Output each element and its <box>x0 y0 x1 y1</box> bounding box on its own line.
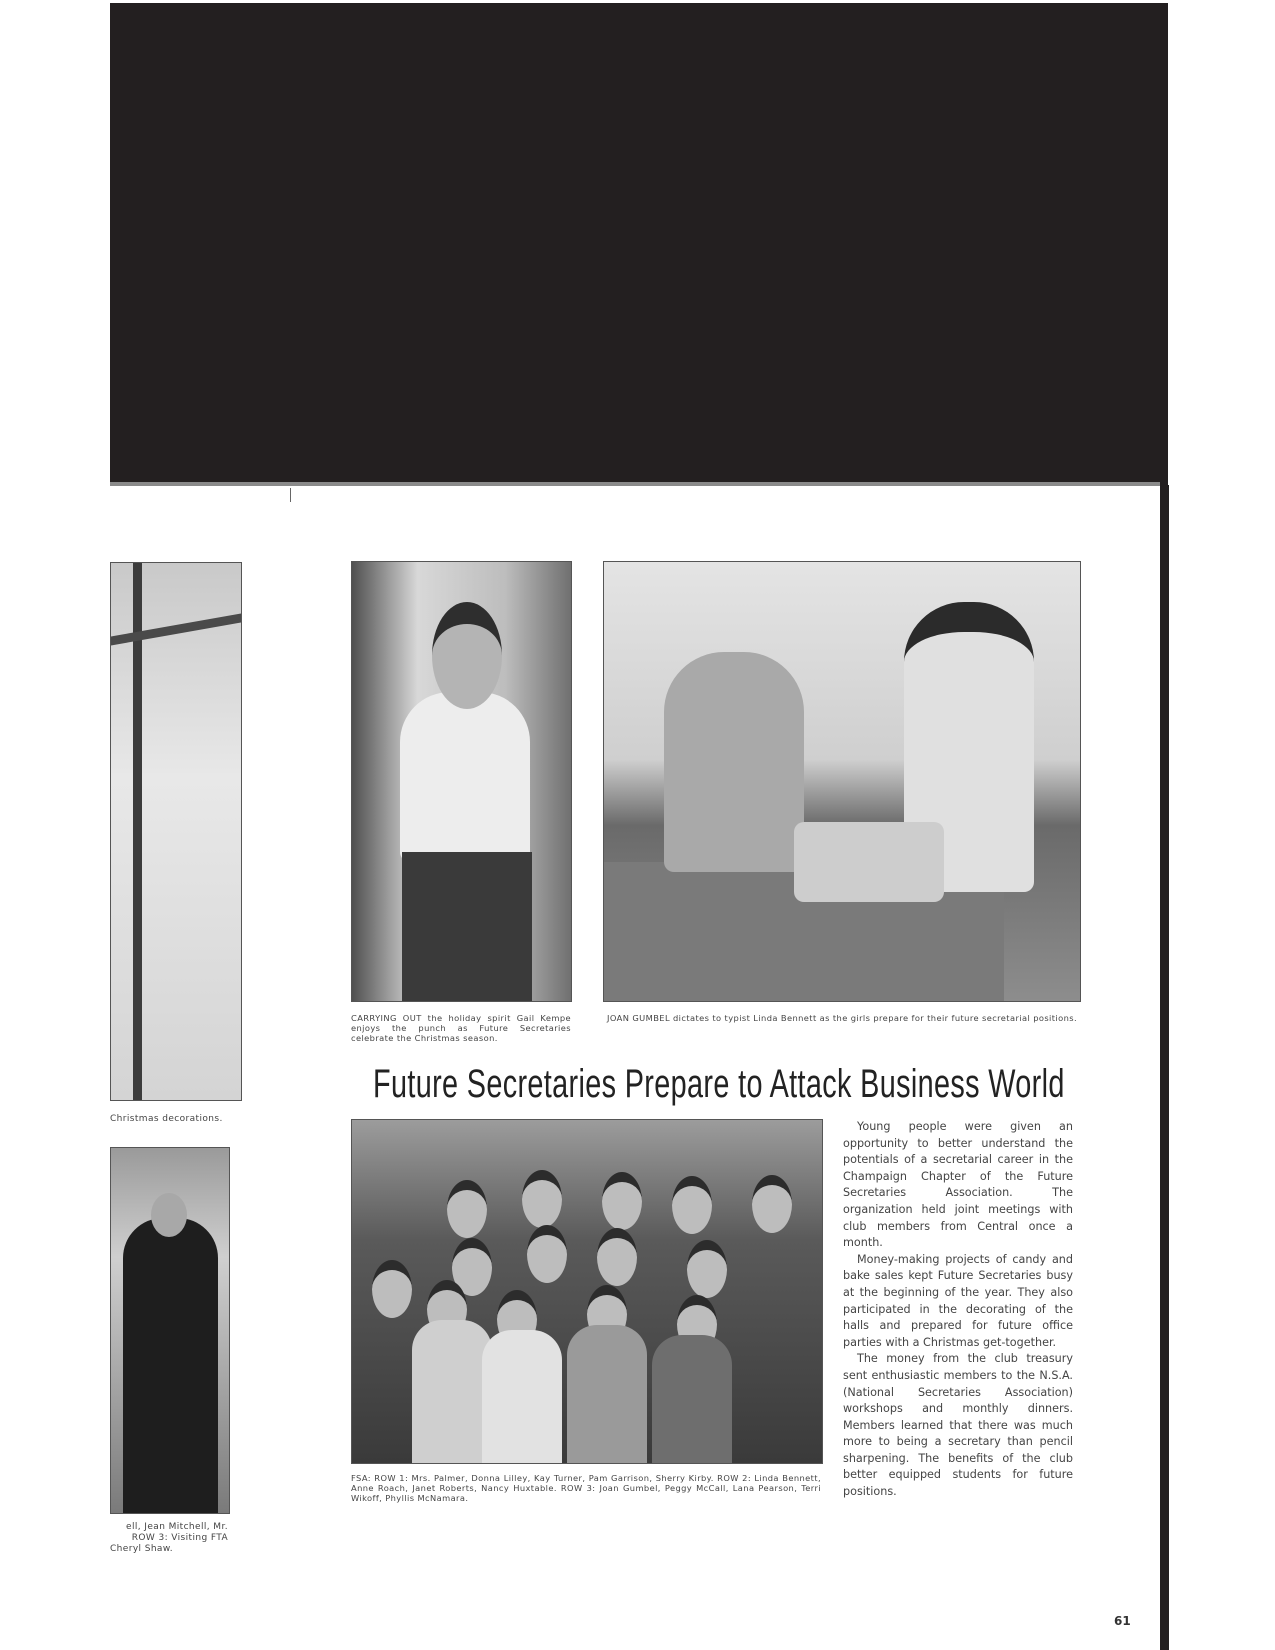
page-edge <box>110 482 1160 486</box>
group-photo-caption: FSA: ROW 1: Mrs. Palmer, Donna Lilley, Kay Turner, Pam Garrison, Sherry Kirby. ROW 2: Linda Bennett, Anne Roach, Janet Roberts, Nancy Huxtable. ROW 3: Joan Gumbel, Peggy McCall, Lana Pearson, Terri Wikoff, Phyllis McNamara. <box>351 1473 821 1503</box>
visiting-man-photo <box>110 1147 230 1514</box>
fsa-group-photo <box>351 1119 823 1464</box>
photo-figure <box>522 1170 562 1228</box>
article-body <box>843 1119 1073 1501</box>
binding-edge <box>1160 485 1169 1650</box>
photo-figure <box>687 1240 727 1298</box>
gail-kempe-photo <box>351 561 572 1002</box>
photo-figure <box>664 652 804 872</box>
christmas-window-photo <box>110 562 242 1101</box>
photo-figure <box>123 1218 218 1514</box>
photo-figure <box>567 1325 647 1464</box>
photo-figure <box>400 692 530 862</box>
photo-figure <box>447 1180 487 1238</box>
left-caption-top: Christmas decorations. <box>110 1114 223 1124</box>
caption-line: Cheryl Shaw. <box>110 1544 174 1554</box>
left-caption-bottom <box>110 1522 228 1555</box>
article-paragraph: The money from the club treasury sent enthusiastic members to the N.S.A. (National Secretaries Association) workshops and monthly dinners. Members learned that there was much more to being a secretary than pencil sharpening. The benefits of the club better equipped students for future positions. <box>843 1352 1073 1499</box>
photo-figure <box>527 1225 567 1283</box>
typist-photo <box>603 561 1081 1002</box>
window-frame <box>133 563 142 1100</box>
photo-figure <box>151 1193 187 1237</box>
dark-scan-area <box>110 3 1168 485</box>
gail-photo-caption: CARRYING OUT the holiday spirit Gail Kempe enjoys the punch as Future Secretaries celebrate the Christmas season. <box>351 1013 571 1043</box>
article-paragraph: Young people were given an opportunity to better understand the potentials of a secretarial career in the Champaign Chapter of the Future Secretaries Association. The organization held joint meetings with club members from Central once a month. <box>843 1120 1073 1250</box>
photo-figure <box>597 1228 637 1286</box>
photo-figure <box>672 1176 712 1234</box>
caption-line: ell, Jean Mitchell, Mr. <box>126 1522 228 1532</box>
caption-line: ROW 3: Visiting FTA <box>131 1533 228 1543</box>
headline: Future Secretaries Prepare to Attack Business World <box>373 1062 1065 1106</box>
typewriter <box>794 822 944 902</box>
photo-figure <box>432 602 502 709</box>
page-number: 61 <box>1114 1614 1131 1628</box>
window-frame <box>111 614 241 646</box>
crease-mark <box>290 488 291 502</box>
photo-figure <box>412 1320 492 1464</box>
photo-figure <box>402 852 532 1002</box>
photo-figure <box>652 1335 732 1464</box>
photo-figure <box>372 1260 412 1318</box>
typist-photo-caption: JOAN GUMBEL dictates to typist Linda Bennett as the girls prepare for their future secretarial positions. <box>607 1013 1078 1023</box>
photo-figure <box>602 1172 642 1230</box>
article-paragraph: Money-making projects of candy and bake sales kept Future Secretaries busy at the beginning of the year. They also participated in the decorating of the halls and prepared for future office parties with a Christmas get-together. <box>843 1252 1073 1349</box>
photo-figure <box>752 1175 792 1233</box>
photo-figure <box>482 1330 562 1464</box>
